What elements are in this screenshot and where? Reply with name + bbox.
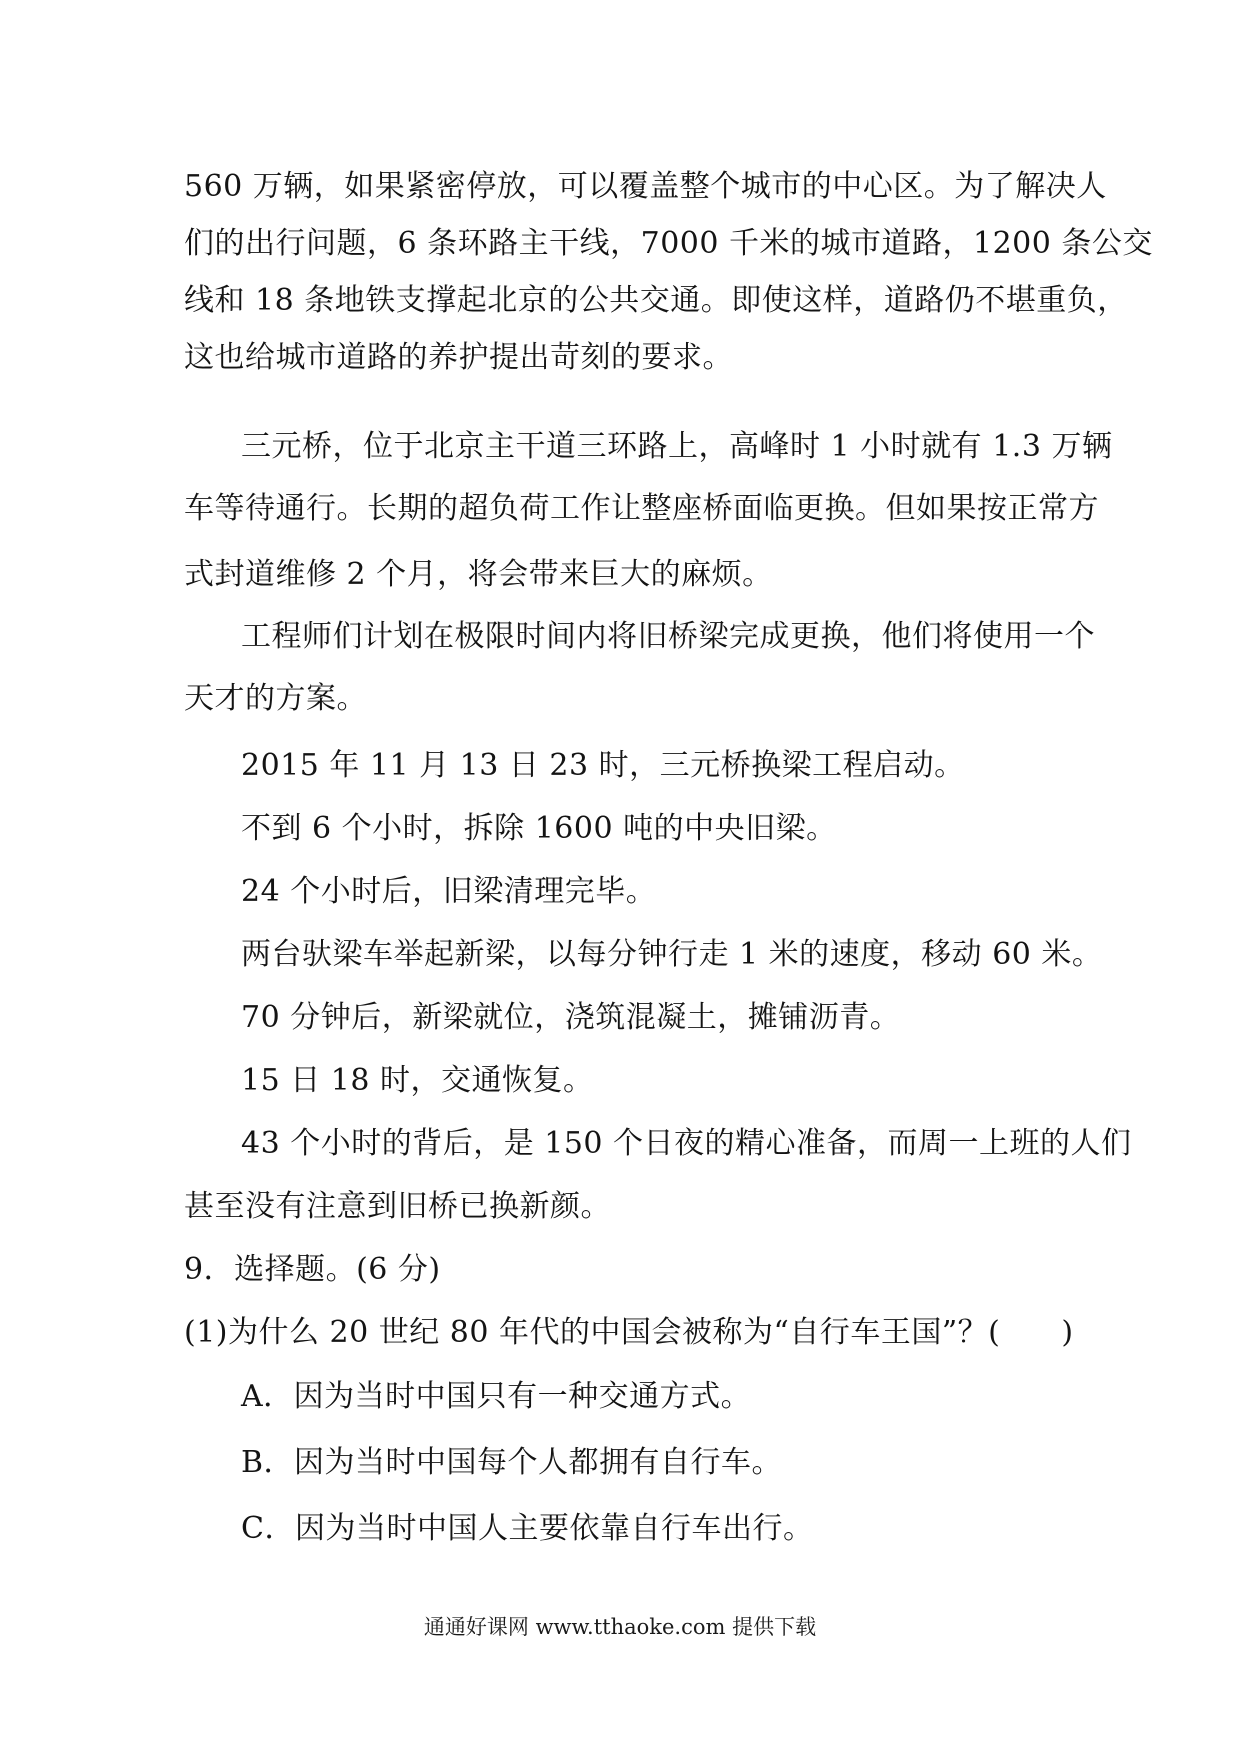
paragraph-7: 两台驮梁车举起新梁，以每分钟行走 1 米的速度，移动 60 米。 <box>241 937 1103 972</box>
paragraph-6: 24 个小时后，旧梁清理完毕。 <box>241 874 657 909</box>
paragraph-10-line-1: 43 个小时的背后，是 150 个日夜的精心准备，而周一上班的人们 <box>241 1126 1132 1161</box>
paragraph-3-line-1: 工程师们计划在极限时间内将旧桥梁完成更换，他们将使用一个 <box>241 619 1095 654</box>
paragraph-1-line-1: 560 万辆，如果紧密停放，可以覆盖整个城市的中心区。为了解决人 <box>184 169 1107 204</box>
question-1-prompt: (1)为什么 20 世纪 80 年代的中国会被称为“自行车王国”？( ) <box>184 1315 1074 1350</box>
paragraph-3-line-2: 天才的方案。 <box>184 681 367 716</box>
option-c: C．因为当时中国人主要依靠自行车出行。 <box>241 1511 814 1546</box>
paragraph-1-line-3: 线和 18 条地铁支撑起北京的公共交通。即使这样，道路仍不堪重负， <box>184 283 1128 318</box>
paragraph-2-line-1: 三元桥，位于北京主干道三环路上，高峰时 1 小时就有 1.3 万辆 <box>241 429 1113 464</box>
option-b: B．因为当时中国每个人都拥有自行车。 <box>241 1445 783 1480</box>
page-footer: 通通好课网 www.tthaoke.com 提供下载 <box>423 1615 817 1639</box>
paragraph-4: 2015 年 11 月 13 日 23 时，三元桥换梁工程启动。 <box>241 748 965 783</box>
option-a: A．因为当时中国只有一种交通方式。 <box>241 1379 752 1414</box>
paragraph-1-line-2: 们的出行问题，6 条环路主干线，7000 千米的城市道路，1200 条公交 <box>184 226 1153 261</box>
paragraph-8: 70 分钟后，新梁就位，浇筑混凝土，摊铺沥青。 <box>241 1000 901 1035</box>
paragraph-2-line-3: 式封道维修 2 个月，将会带来巨大的麻烦。 <box>184 557 773 592</box>
paragraph-1-line-4: 这也给城市道路的养护提出苛刻的要求。 <box>184 340 733 375</box>
paragraph-5: 不到 6 个小时，拆除 1600 吨的中央旧梁。 <box>241 811 837 846</box>
paragraph-10-line-2: 甚至没有注意到旧桥已换新颜。 <box>184 1189 611 1224</box>
paragraph-9: 15 日 18 时，交通恢复。 <box>241 1063 594 1098</box>
question-heading: 9．选择题。(6 分) <box>184 1252 441 1287</box>
paragraph-2-line-2: 车等待通行。长期的超负荷工作让整座桥面临更换。但如果按正常方 <box>184 491 1099 526</box>
